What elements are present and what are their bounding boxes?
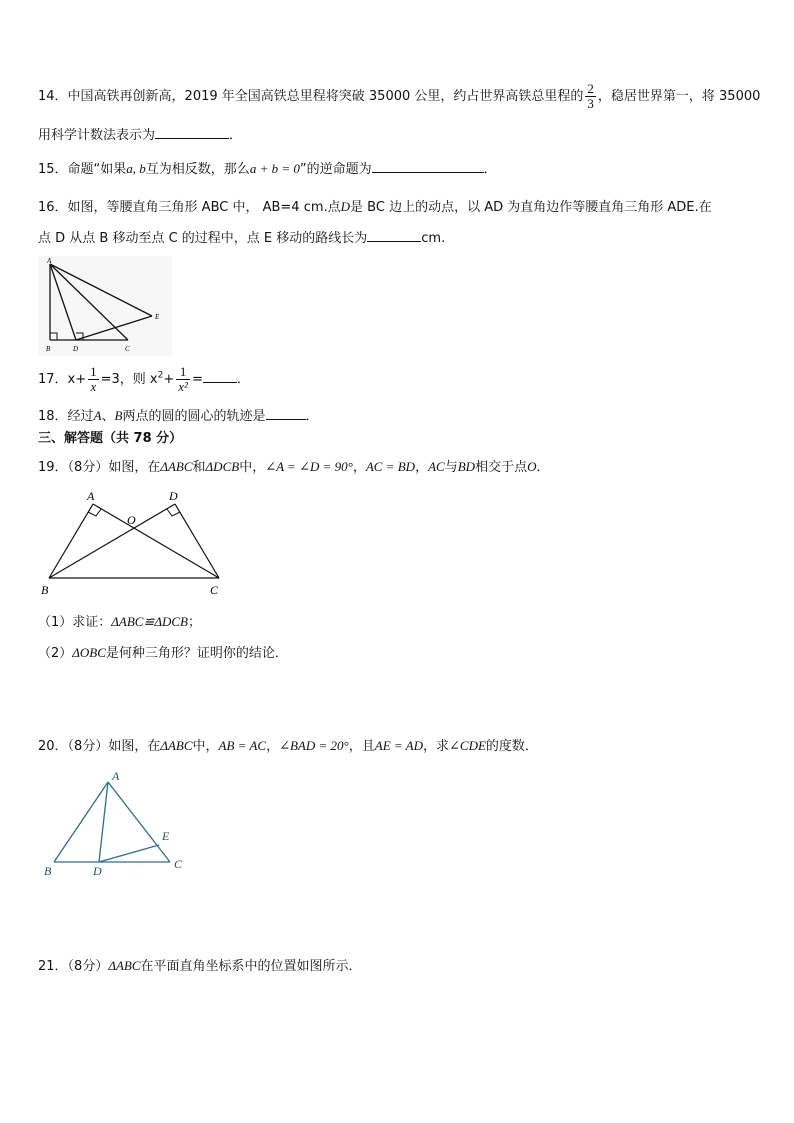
q20-text-d: ，求 bbox=[423, 739, 450, 754]
q19-part2 bbox=[38, 644, 288, 663]
q21-text: 在平面直角坐标系中的位置如图所示． bbox=[140, 959, 362, 974]
q19-number: 19． bbox=[38, 460, 68, 475]
q20-fig-label-c: C bbox=[174, 857, 183, 871]
q17-eq3: =3，则 x bbox=[100, 372, 158, 387]
q16-answer-blank[interactable] bbox=[367, 229, 421, 242]
q19-o: O bbox=[527, 459, 537, 474]
q19-angles: ∠A = ∠D = 90° bbox=[265, 459, 353, 474]
q19-comma1: ， bbox=[352, 460, 366, 475]
q17-frac1-den: x bbox=[90, 379, 97, 394]
q18-var-b: B bbox=[114, 408, 123, 423]
q17-plus: + bbox=[163, 372, 175, 387]
q19-part2-prefix: （2） bbox=[38, 646, 73, 661]
q19-tri1: ΔABC bbox=[160, 459, 193, 474]
q19-part2-text: 是何种三角形？证明你的结论． bbox=[105, 646, 288, 661]
q16-fig-label-c: C bbox=[125, 345, 130, 353]
q16-line1 bbox=[38, 198, 712, 217]
q18-end: ． bbox=[305, 409, 319, 424]
q20-fig-label-a: A bbox=[112, 769, 120, 783]
q14-text-a: 中国高铁再创新高，2019 年全国高铁总里程将突破 35000 公里，约占世界高铁总里程的 bbox=[67, 89, 584, 104]
q15-number: 15． bbox=[38, 162, 68, 177]
q19-part1-end: ； bbox=[188, 615, 202, 630]
q17-sup2: 2 bbox=[157, 370, 164, 381]
q20-fig-label-d: D bbox=[93, 864, 102, 878]
q17-frac1-num: 1 bbox=[90, 364, 97, 379]
q20-target: ∠CDE bbox=[449, 738, 486, 753]
q16-var-d: D bbox=[340, 199, 351, 214]
q17-eq: = bbox=[191, 372, 203, 387]
q20-text-a: 如图，在 bbox=[108, 739, 161, 754]
q19-and: 和 bbox=[192, 460, 206, 475]
q21-points: （8分） bbox=[67, 959, 109, 974]
q20-angle: ∠BAD = 20° bbox=[279, 738, 349, 753]
q16-unit: cm. bbox=[421, 231, 446, 246]
q14-text-c: 用科学计数法表示为 bbox=[38, 128, 156, 143]
q16-text-b: 是 BC 边上的动点，以 AD 为直角边作等腰直角三角形 ADE.在 bbox=[350, 200, 712, 215]
q14-line2 bbox=[38, 126, 242, 145]
q14-line1 bbox=[38, 82, 760, 111]
q19-fig-label-b: B bbox=[41, 583, 49, 597]
q20-figure bbox=[38, 768, 198, 880]
q16-text-c: 点 D 从点 B 移动至点 C 的过程中，点 E 移动的路线长为 bbox=[38, 231, 368, 246]
q21-line bbox=[38, 957, 362, 976]
q19-points: （8分） bbox=[67, 460, 109, 475]
q19-part1 bbox=[38, 613, 201, 632]
q20-eq1: AB = AC bbox=[218, 738, 267, 753]
q15-line bbox=[38, 160, 497, 179]
q20-eq2: AE = AD bbox=[374, 738, 423, 753]
q19-text-a: 如图，在 bbox=[108, 460, 161, 475]
q19-part2-tri: ΔOBC bbox=[72, 645, 106, 660]
q18-text-c: 两点的圆的圆心的轨迹是 bbox=[122, 409, 266, 424]
q20-number: 20． bbox=[38, 739, 68, 754]
q15-expr: a + b = 0 bbox=[249, 161, 300, 176]
q17-fraction-2 bbox=[176, 365, 190, 394]
q20-comma1: ， bbox=[266, 739, 280, 754]
q16-number: 16． bbox=[38, 200, 68, 215]
q19-comma2: ， bbox=[415, 460, 429, 475]
q14-text-b: ，稳居世界第一，将 35000 bbox=[597, 89, 761, 104]
q17-line bbox=[38, 365, 250, 394]
q16-line2 bbox=[38, 229, 445, 248]
q15-answer-blank[interactable] bbox=[372, 160, 484, 173]
q17-x-plus: x+ bbox=[67, 372, 87, 387]
q17-answer-blank[interactable] bbox=[203, 370, 237, 383]
q14-answer-blank[interactable] bbox=[155, 126, 229, 139]
q16-fig-label-e: E bbox=[155, 313, 160, 321]
q20-points: （8分） bbox=[67, 739, 109, 754]
q19-fig-label-c: C bbox=[210, 583, 219, 597]
q17-frac2-den: x² bbox=[178, 379, 188, 394]
q19-figure bbox=[38, 486, 228, 598]
q14-fraction bbox=[585, 82, 596, 111]
q19-fig-label-o: O bbox=[127, 513, 136, 527]
q17-fraction-1 bbox=[88, 365, 99, 394]
q20-tri: ΔABC bbox=[160, 738, 193, 753]
q14-frac-num: 2 bbox=[587, 81, 594, 96]
q15-text-c: ”的逆命题为 bbox=[299, 162, 372, 177]
q20-line bbox=[38, 737, 538, 756]
q19-fig-label-d: D bbox=[169, 489, 178, 503]
q19-eq: AC = BD bbox=[365, 459, 416, 474]
q14-frac-den: 3 bbox=[587, 96, 594, 111]
q18-text-b: 、 bbox=[101, 409, 115, 424]
q19-line bbox=[38, 458, 549, 477]
q19-text-d: 相交于点 bbox=[475, 460, 528, 475]
q19-bd: BD bbox=[457, 459, 476, 474]
q19-text-c: 与 bbox=[444, 460, 458, 475]
q15-text-a: 命题“如果 bbox=[67, 162, 127, 177]
q18-number: 18． bbox=[38, 409, 68, 424]
q21-number: 21． bbox=[38, 959, 68, 974]
q20-text-c: ，且 bbox=[348, 739, 375, 754]
q18-line bbox=[38, 407, 319, 426]
q19-fig-label-a: A bbox=[87, 489, 95, 503]
q21-tri: ΔABC bbox=[108, 958, 141, 973]
q20-text-e: 的度数． bbox=[485, 739, 538, 754]
q17-frac2-num: 1 bbox=[176, 365, 190, 380]
q19-part1-expr: ΔABC≌ΔDCB bbox=[111, 614, 188, 629]
q16-text-a: 如图，等腰直角三角形 ABC 中， AB=4 cm.点 bbox=[67, 200, 341, 215]
q16-fig-label-b: B bbox=[46, 345, 51, 353]
q18-var-a: A bbox=[93, 408, 102, 423]
q15-end: ． bbox=[483, 162, 497, 177]
q20-fig-label-b: B bbox=[44, 864, 52, 878]
q19-ac: AC bbox=[428, 459, 445, 474]
q16-figure bbox=[38, 256, 172, 356]
q19-tri2: ΔDCB bbox=[205, 459, 240, 474]
q18-text-a: 经过 bbox=[67, 409, 94, 424]
q19-part1-prefix: （1）求证： bbox=[38, 615, 112, 630]
q14-number: 14． bbox=[38, 89, 68, 104]
q18-answer-blank[interactable] bbox=[266, 407, 306, 420]
q14-end: ． bbox=[229, 128, 243, 143]
q17-number: 17． bbox=[38, 372, 68, 387]
q17-end: ． bbox=[236, 372, 250, 387]
q19-text-b: 中， bbox=[239, 460, 266, 475]
q15-text-b: 互为相反数，那么 bbox=[145, 162, 250, 177]
q16-fig-label-a: A bbox=[47, 257, 52, 265]
q16-fig-label-d: D bbox=[73, 345, 79, 353]
q20-fig-label-e: E bbox=[162, 829, 170, 843]
q20-text-b: 中， bbox=[192, 739, 219, 754]
section3-title: 三、解答题（共 78 分） bbox=[38, 431, 183, 446]
q15-var-ab: a, b bbox=[126, 161, 146, 176]
q19-end: ． bbox=[536, 460, 550, 475]
